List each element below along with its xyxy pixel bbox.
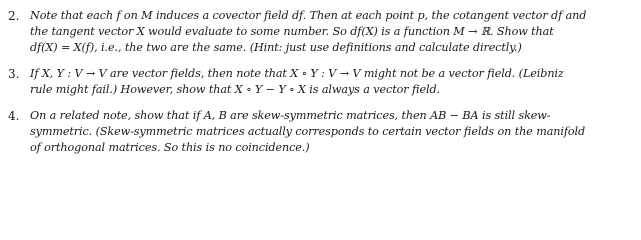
exercise-number: 4. — [8, 109, 20, 123]
exercise-text-line: of orthogonal matrices. So this is no coincidence.) — [30, 141, 310, 154]
exercise-text-line: On a related note, show that if A, B are skew-symmetric matrices, then AB − BA is still skew- — [30, 109, 551, 122]
exercise-text-line: the tangent vector X would evaluate to some number. So df(X) is a function M → ℝ. Show that — [30, 25, 554, 38]
exercise-text-line: Note that each f on M induces a covector field df. Then at each point p, the cotangent vector df and — [30, 9, 587, 22]
exercise-text-line: rule might fail.) However, show that X ∘ Y − Y ∘ X is always a vector field. — [30, 83, 440, 96]
exercise-text-line: symmetric. (Skew-symmetric matrices actually corresponds to certain vector fields on the manifold — [30, 125, 586, 138]
exercise-text-line: df(X) = X(f), i.e., the two are the same. (Hint: just use definitions and calculate directly.) — [30, 41, 522, 54]
exercise-number: 3. — [8, 67, 20, 81]
exercise-number: 2. — [8, 9, 20, 23]
exercise-text-line: If X, Y : V → V are vector fields, then note that X ∘ Y : V → V might not be a vector field. (Leibniz — [30, 67, 564, 80]
